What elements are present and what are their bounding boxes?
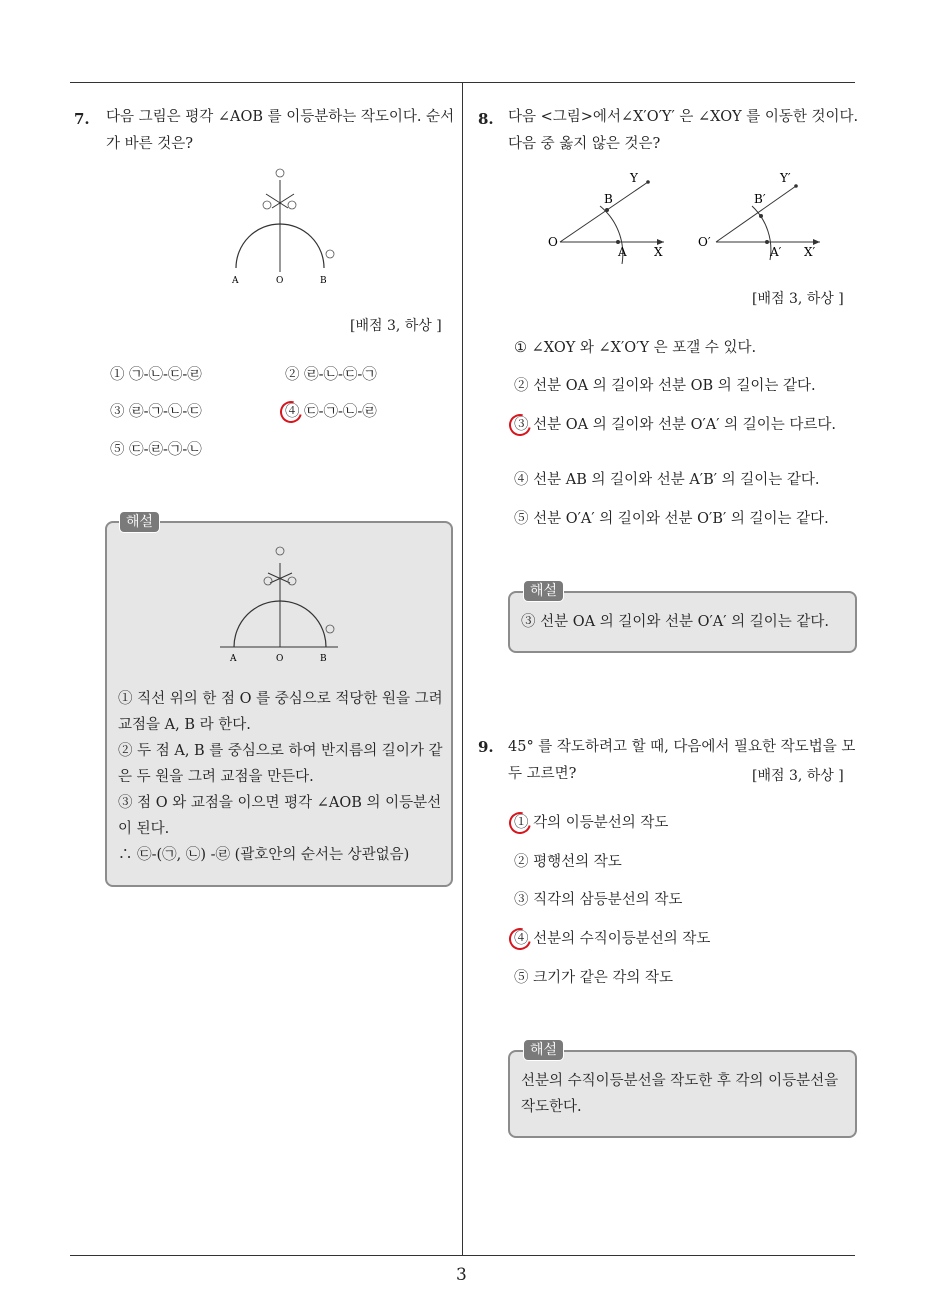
q7-choice-1[interactable]: ① ㉠-㉡-㉢-㉣ xyxy=(110,367,202,383)
q7-choice-2[interactable]: ② ㉣-㉡-㉢-㉠ xyxy=(285,367,377,383)
q7-choice-4[interactable]: ④ ㉢-㉠-㉡-㉣ xyxy=(285,404,377,420)
q8-choice-5[interactable]: ⑤ 선분 O′A′ 의 길이와 선분 O′B′ 의 길이는 같다. xyxy=(514,511,829,527)
q7-choice-3[interactable]: ③ ㉣-㉠-㉡-㉢ xyxy=(110,404,202,420)
q7-explanation-figure xyxy=(218,543,342,665)
page-number: 3 xyxy=(456,1265,467,1285)
q8-fig-label-y2: Y′ xyxy=(780,171,791,185)
q7-explanation-text xyxy=(118,686,444,868)
q9-choice-1[interactable]: ① 각의 이등분선의 작도 xyxy=(514,815,669,831)
question-7-text: 다음 그림은 평각 ∠AOB 를 이등분하는 작도이다. 순서가 바른 것은? xyxy=(106,109,455,152)
q8-fig-label-o2: O′ xyxy=(698,235,711,249)
q9-explanation-tag: 해설 xyxy=(523,1039,564,1061)
q8-fig-label-b2: B′ xyxy=(754,192,766,206)
q8-choice-4[interactable]: ④ 선분 AB 의 길이와 선분 A′B′ 의 길이는 같다. xyxy=(514,472,820,488)
question-8-text: 다음 <그림>에서∠X′O′Y′ 은 ∠XOY 를 이동한 것이다. 다음 중 옳지 않은 것은? xyxy=(508,109,859,152)
q9-explanation-line-1: 선분의 수직이등분선을 작도한 후 각의 이등분선을 작도한다. xyxy=(521,1073,839,1115)
question-7-score: [배점 3, 하상 ] xyxy=(350,318,442,334)
q8-fig-label-x2: X′ xyxy=(804,245,816,259)
question-8-number: 8. xyxy=(478,110,494,128)
q8-choice-1[interactable]: ① ∠XOY 와 ∠X′O′Y 은 포갤 수 있다. xyxy=(514,340,757,356)
q7-fig-label-a: A xyxy=(232,276,239,286)
q9-choice-2[interactable]: ② 평행선의 작도 xyxy=(514,854,622,870)
q8-choice-3[interactable]: ③ 선분 OA 의 길이와 선분 O′A′ 의 길이는 다르다. xyxy=(514,417,836,433)
q7-explanation-tag: 해설 xyxy=(119,511,160,533)
q8-fig-label-a2: A′ xyxy=(770,245,782,259)
q7-fig-label-o: O xyxy=(276,276,284,286)
column-divider xyxy=(462,82,463,1255)
q7-explanation-line-1: ① 직선 위의 한 점 O 를 중심으로 적당한 원을 그려 교점을 A, B 라 한다. xyxy=(118,691,443,733)
q8-fig-label-b: B xyxy=(604,192,613,206)
bottom-rule xyxy=(70,1255,855,1256)
question-7-number: 7. xyxy=(74,110,90,128)
q8-fig-label-o: O xyxy=(548,235,558,249)
question-7-figure xyxy=(222,160,342,290)
q7-fig-label-b: B xyxy=(320,276,327,286)
q8-choice-2[interactable]: ② 선분 OA 의 길이와 선분 OB 의 길이는 같다. xyxy=(514,378,816,394)
q7-explanation-line-3: ③ 점 O 와 교점을 이으면 평각 ∠AOB 의 이등분선이 된다. xyxy=(118,795,442,837)
question-8-score: [배점 3, 하상 ] xyxy=(752,291,844,307)
q7-choice-5[interactable]: ⑤ ㉢-㉣-㉠-㉡ xyxy=(110,442,202,458)
q7-explanation-line-4: ∴ ㉢-(㉠, ㉡) -㉣ (괄호안의 순서는 상관없음) xyxy=(118,847,410,863)
q7-explanation-line-2: ② 두 점 A, B 를 중심으로 하여 반지름의 길이가 같은 두 원을 그려 교점을 만든다. xyxy=(118,743,443,785)
q9-choice-4[interactable]: ④ 선분의 수직이등분선의 작도 xyxy=(514,931,711,947)
q9-choice-3[interactable]: ③ 직각의 삼등분선의 작도 xyxy=(514,892,683,908)
q9-choice-5[interactable]: ⑤ 크기가 같은 각의 작도 xyxy=(514,970,673,986)
q8-fig-label-a: A xyxy=(618,245,627,259)
q7-exp-fig-label-b: B xyxy=(320,654,327,664)
question-8-figure xyxy=(540,168,830,264)
q8-explanation-tag: 해설 xyxy=(523,580,564,602)
q8-fig-label-y: Y xyxy=(630,171,638,185)
q8-fig-label-x: X xyxy=(654,245,663,259)
question-9-number: 9. xyxy=(478,738,494,756)
question-9-text: 45° 를 작도하려고 할 때, 다음에서 필요한 작도법을 모두 고르면? xyxy=(508,739,856,782)
q7-exp-fig-label-o: O xyxy=(276,654,284,664)
question-9-score: [배점 3, 하상 ] xyxy=(752,768,844,784)
q7-exp-fig-label-a: A xyxy=(230,654,237,664)
q8-explanation-line-1: ③ 선분 OA 의 길이와 선분 O′A′ 의 길이는 같다. xyxy=(521,614,829,630)
